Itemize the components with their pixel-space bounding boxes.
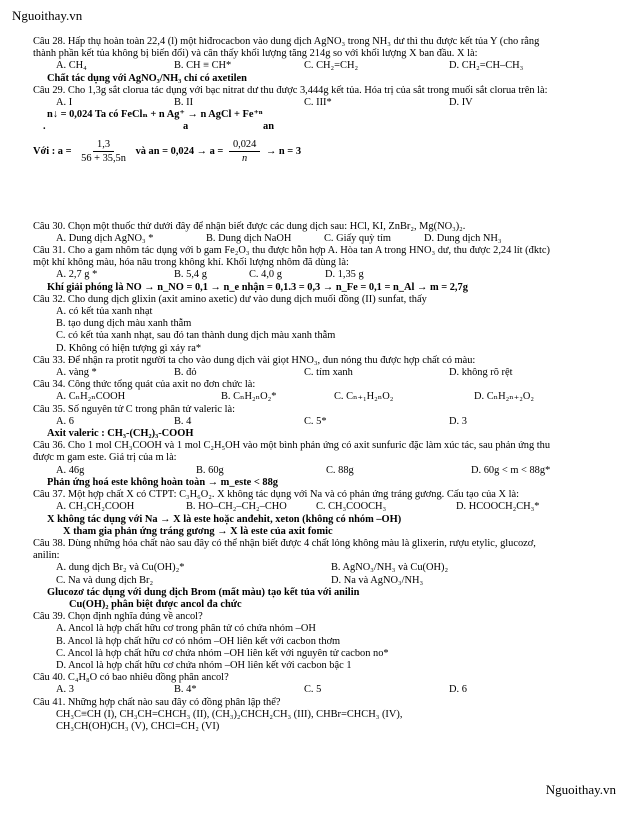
fraction-denominator: n — [242, 152, 248, 164]
q29-solution-1: n↓ = 0,024 Ta có FeClₙ + n Ag⁺ → n AgCl + Fe⁺ⁿ — [47, 109, 263, 121]
q28-note: Chất tác dụng với AgNO₃/NH₃ chỉ có axetilen — [47, 72, 247, 84]
q36-note: Phản ứng hoá este không hoàn toàn → m_este < 88g — [47, 476, 278, 488]
site-header: Nguoithay.vn — [12, 8, 83, 23]
option: D. không rõ rệt — [449, 367, 513, 379]
option: D. 3 — [449, 415, 467, 427]
option: A. CₙH₂ₙCOOH — [56, 391, 126, 403]
option: C. tím xanh — [304, 367, 353, 379]
q40-stem: Câu 40. C₄H₈O có bao nhiêu đồng phân ancol? — [33, 672, 229, 684]
q34-stem: Câu 34. Công thức tổng quát của axit no đơn chức là: — [33, 379, 256, 391]
fraction-numerator: 1,3 — [93, 138, 114, 152]
q32-stem: Câu 32. Cho dung dịch glixin (axit amino axetic) dư vào dung dịch muối đồng (II) sunfat, thấy — [33, 293, 427, 305]
q29-solution-2 — [33, 121, 625, 133]
formula-result: → n = 3 — [265, 145, 302, 157]
q30-options — [33, 233, 625, 245]
fraction-numerator: 0,024 — [229, 138, 260, 152]
option: C. có kết tủa xanh nhạt, sau đó tan thành dung dịch màu xanh thẫm — [56, 330, 336, 342]
option: A. vàng * — [56, 367, 97, 379]
q37-note-1: X không tác dụng với Na → X là este hoặc anđehit, xeton (không có nhóm –OH) — [47, 513, 402, 525]
option: D. CₙH₂ₙ₊₂O₂ — [474, 391, 534, 403]
option: A. 2,7 g * — [56, 269, 98, 281]
q33-options — [33, 367, 625, 379]
option: B. 5,4 g — [174, 269, 207, 281]
option: D. HCOOCH₂CH₃* — [456, 501, 540, 513]
option: D. Không có hiện tượng gì xảy ra* — [56, 342, 202, 354]
q29-solution-3 — [33, 138, 625, 165]
option: B. 4* — [174, 684, 197, 696]
option: A. CH₃CH₂COOH — [56, 501, 135, 513]
option: B. Ancol là hợp chất hữu cơ có nhóm –OH liên kết với cacbon thơm — [56, 635, 341, 647]
option: D. Na và AgNO₃/NH₃ — [331, 574, 424, 586]
q38-options-2 — [33, 575, 625, 587]
option: C. 4,0 g — [249, 269, 282, 281]
q31-stem-2: một khí không màu, hóa nâu trong không khí. Khối lượng nhôm đã dùng là: — [33, 257, 349, 269]
option: C. 88g — [326, 464, 354, 476]
option: C. CH₃COOCH₃ — [316, 501, 387, 513]
q38-options-1 — [33, 562, 625, 574]
q35-stem: Câu 35. Số nguyên tử C trong phân tử valeric là: — [33, 403, 236, 415]
formula-prefix: Với : a = — [33, 145, 72, 157]
q31-stem: Câu 31. Cho a gam nhôm tác dụng với b gam Fe₂O₃ thu được hỗn hợp A. Hòa tan A trong HNO₃ dư, thu được 2,24 lít (đktc) — [33, 245, 550, 257]
option: C. 5 — [304, 684, 322, 696]
option: A. 46g — [56, 464, 85, 476]
q29-stem: Câu 29. Cho 1,3g sắt clorua tác dụng với bạc nitrat dư thu được 3,444g kết tủa. Hóa trị của sắt trong muối sắt clorua trên là: — [33, 84, 548, 96]
option: B. AgNO₃/NH₃ và Cu(OH)₂ — [331, 562, 449, 574]
option: D. Ancol là hợp chất hữu cơ chứa nhóm –OH liên kết với cacbon bậc 1 — [56, 659, 352, 671]
option: D. 60g < m < 88g* — [471, 464, 551, 476]
q38-stem: Câu 38. Dùng những hóa chất nào sau đây có thể nhận biết được 4 chất lỏng không màu là glixerin, rượu etylic, glucozơ, — [33, 537, 536, 549]
q29-options — [33, 97, 625, 109]
fraction-a — [77, 138, 130, 165]
q41-compounds-2: CH₃CH(OH)CH₃ (V), CHCl=CH₂ (VI) — [56, 720, 220, 732]
q35-options — [33, 416, 625, 428]
option: B. CₙH₂ₙO₂* — [221, 391, 277, 403]
q28-stem: Câu 28. Hấp thụ hoàn toàn 22,4 (l) một hiđrocacbon vào dung dịch AgNO₃ trong NH₃ dư thì thu được kết tủa Y (cho rằng — [33, 36, 540, 47]
option: A. Dung dịch AgNO₃ * — [56, 232, 154, 244]
q36-options — [33, 465, 625, 477]
option: D. CH₂=CH–CH₃ — [449, 60, 524, 72]
q38-note-2: Cu(OH)₂ phân biệt được ancol đa chức — [69, 598, 242, 610]
document-body — [33, 36, 625, 733]
option: B. 60g — [196, 464, 224, 476]
option: C. 5* — [304, 415, 327, 427]
solution-dot: . — [43, 121, 46, 133]
q37-note-2: X tham gia phản ứng tráng gương → X là este của axit fomic — [63, 525, 333, 537]
q37-options — [33, 501, 625, 513]
option: B. 4 — [174, 415, 192, 427]
option: C. III* — [304, 97, 332, 109]
option: A. CH₄ — [56, 60, 87, 72]
option: A. dung dịch Br₂ và Cu(OH)₂* — [56, 562, 185, 574]
q34-options — [33, 391, 625, 403]
q40-options — [33, 684, 625, 696]
fraction-denominator: 56 + 35,5n — [81, 152, 126, 164]
option: B. CH ≡ CH* — [174, 60, 232, 72]
site-footer: Nguoithay.vn — [545, 782, 616, 797]
option: C. Na và dung dịch Br₂ — [56, 574, 154, 586]
q39-stem: Câu 39. Chọn định nghĩa đúng về ancol? — [33, 611, 203, 623]
q35-note: Axit valeric : CH₃-(CH₂)₃-COOH — [47, 428, 194, 440]
solution-an: an — [263, 121, 274, 133]
option: D. Dung dịch NH₃ — [424, 232, 502, 244]
option: C. CH₂=CH₂ — [304, 60, 359, 72]
option: A. 6 — [56, 415, 74, 427]
option: C. Ancol là hợp chất hữu cơ chứa nhóm –OH liên kết với nguyên tử cacbon no* — [56, 647, 389, 659]
option: C. Giấy quỳ tím — [324, 232, 391, 244]
option: A. I — [56, 97, 73, 109]
q28-options — [33, 60, 625, 72]
option: B. II — [174, 97, 194, 109]
option: B. đỏ — [174, 367, 197, 379]
option: B. HO–CH₂–CH₂–CHO — [186, 501, 287, 513]
formula-middle: và an = 0,024 → a = — [135, 145, 224, 157]
q31-note: Khí giải phóng là NO → n_NO = 0,1 → n_e nhận = 0,1.3 = 0,3 → n_Fe = 0,1 = n_Al → m = 2,7g — [47, 281, 468, 293]
option: D. 6 — [449, 684, 467, 696]
q38-stem-2: anilin: — [33, 550, 60, 562]
q41-compounds-1: CH₃C≡CH (I), CH₃CH=CHCH₃ (II), (CH₃)₂CHCH₂CH₃ (III), CHBr=CHCH₃ (IV), — [56, 708, 403, 720]
blank-space — [33, 171, 625, 221]
q41-stem: Câu 41. Những hợp chất nào sau đây có đồng phân lập thể? — [33, 696, 281, 708]
option: C. Cₙ₊₁H₂ₙO₂ — [334, 391, 394, 403]
option: D. IV — [449, 97, 473, 109]
q36-stem-2: được m gam este. Giá trị của m là: — [33, 452, 177, 464]
option: A. Ancol là hợp chất hữu cơ trong phân tử có chứa nhóm –OH — [56, 623, 316, 635]
option: B. tạo dung dịch màu xanh thẫm — [56, 318, 192, 330]
fraction-b — [229, 138, 260, 165]
q36-stem: Câu 36. Cho 1 mol CH₃COOH và 1 mol C₂H₅OH vào một bình phản ứng có axit sunfuric đặc làm xúc tác, sau phản ứng thu — [33, 440, 551, 452]
q37-stem: Câu 37. Một hợp chất X có CTPT: C₃H₆O₂. X không tác dụng với Na và có phản ứng tráng gương. Cấu tạo của X là: — [33, 489, 519, 501]
q30-stem: Câu 30. Chọn một thuốc thử dưới đây để nhận biết được các dung dịch sau: HCl, KI, ZnBr₂, Mg(NO₃)₂. — [33, 220, 466, 232]
option: B. Dung dịch NaOH — [206, 232, 292, 244]
option: A. có kết tủa xanh nhạt — [56, 306, 153, 318]
q31-options — [33, 269, 625, 281]
option: A. 3 — [56, 684, 74, 696]
q33-stem: Câu 33. Để nhận ra protit người ta cho vào dung dịch vài giọt HNO₃, đun nóng thu được hợp chất có màu: — [33, 354, 476, 366]
q28-stem-2: thành phần kết tủa không bị biến đổi) và cân thấy khối lượng tăng 214g so với khối lượng X ban đầu. X là: — [33, 48, 478, 60]
option: D. 1,35 g — [325, 269, 364, 281]
q38-note-1: Glucozơ tác dụng với dung dịch Brom (mất màu) tạo kết tủa với anilin — [47, 586, 360, 598]
solution-a: a — [183, 121, 189, 133]
